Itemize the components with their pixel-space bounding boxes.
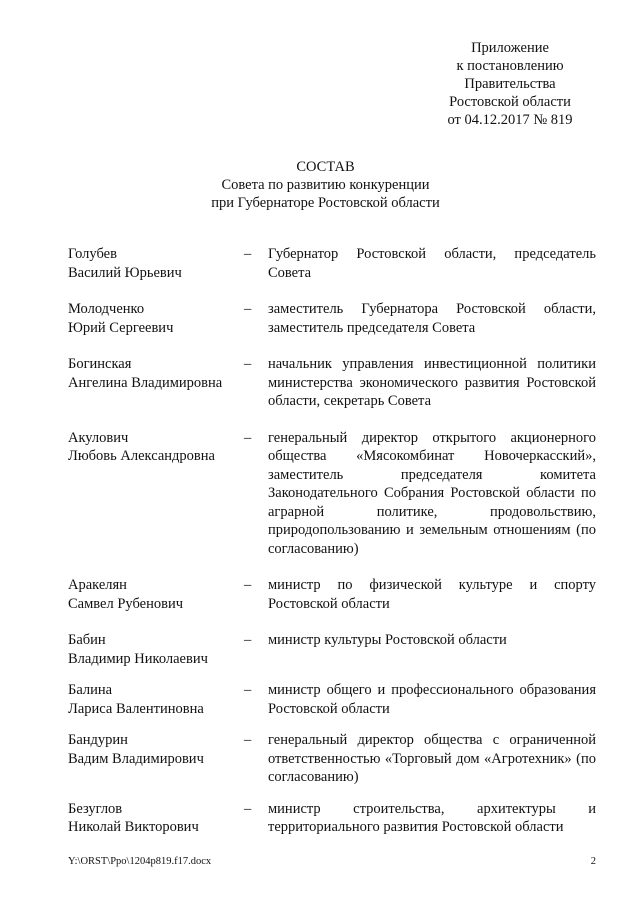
- dash: –: [244, 577, 252, 593]
- member-name: Балина Лариса Валентиновна: [68, 682, 204, 717]
- member-name: Аракелян Самвел Рубенович: [68, 577, 183, 612]
- footer-file-path: Y:\ORST\Ppo\1204p819.f17.docx: [68, 856, 212, 867]
- member-position: начальник управления инвестиционной политики министерства экономического развития Ростовской области, секретарь Совета: [268, 356, 596, 409]
- member-row: [68, 300, 596, 337]
- dash: –: [244, 429, 252, 446]
- member-name: Бабин Владимир Николаевич: [68, 632, 208, 667]
- title-line: СОСТАВ: [296, 159, 355, 175]
- member-row: [68, 429, 596, 559]
- member-position: Губернатор Ростовской области, председатель Совета: [268, 246, 596, 281]
- member-name: Богинская Ангелина Владимировна: [68, 356, 223, 391]
- member-position: заместитель Губернатора Ростовской области, заместитель председателя Совета: [268, 301, 596, 336]
- member-name: Молодченко Юрий Сергеевич: [68, 301, 174, 336]
- dash: –: [244, 732, 252, 748]
- member-name: Акулович Любовь Александровна: [68, 429, 215, 464]
- member-row: [68, 245, 596, 282]
- appendix-line: к постановлению: [456, 58, 564, 74]
- member-row: [68, 631, 596, 668]
- member-name: Безуглов Николай Викторович: [68, 800, 199, 835]
- appendix-line: Приложение: [471, 40, 549, 56]
- dash: –: [244, 356, 252, 372]
- member-row: [68, 576, 596, 613]
- appendix-line: от 04.12.2017 № 819: [447, 112, 573, 128]
- appendix-line: Ростовской области: [449, 94, 571, 110]
- member-row: [68, 800, 596, 837]
- member-name: Бандурин Вадим Владимирович: [68, 732, 204, 767]
- member-position: министр культуры Ростовской области: [268, 632, 507, 648]
- page-number: 2: [590, 856, 596, 867]
- member-position: министр по физической культуре и спорту Ростовской области: [268, 577, 596, 612]
- dash: –: [244, 301, 252, 317]
- member-position: генеральный директор общества с ограниченной ответственностью «Торговый дом «Агротехник» (по согласованию): [268, 732, 596, 785]
- member-row: [68, 681, 596, 718]
- member-position: министр строительства, архитектуры и территориального развития Ростовской области: [268, 800, 596, 835]
- member-row: [68, 355, 596, 411]
- member-name: Голубев Василий Юрьевич: [68, 246, 182, 281]
- title-line: при Губернаторе Ростовской области: [211, 195, 440, 211]
- document-title: [0, 158, 640, 212]
- title-line: Совета по развитию конкуренции: [221, 177, 430, 193]
- member-position: генеральный директор открытого акционерного общества «Мясокомбинат Новочеркасский», заместитель председателя комитета Законодательного Собрания Ростовской области по аграрной политике, продовольствию, природопользованию и земельным отношениям (по согласованию): [268, 429, 596, 557]
- dash: –: [244, 800, 252, 817]
- appendix-header: [400, 39, 620, 129]
- dash: –: [244, 632, 252, 648]
- appendix-line: Правительства: [464, 76, 556, 92]
- dash: –: [244, 246, 252, 262]
- member-row: [68, 731, 596, 787]
- dash: –: [244, 682, 252, 698]
- member-list: [68, 245, 596, 837]
- member-position: министр общего и профессионального образования Ростовской области: [268, 682, 596, 717]
